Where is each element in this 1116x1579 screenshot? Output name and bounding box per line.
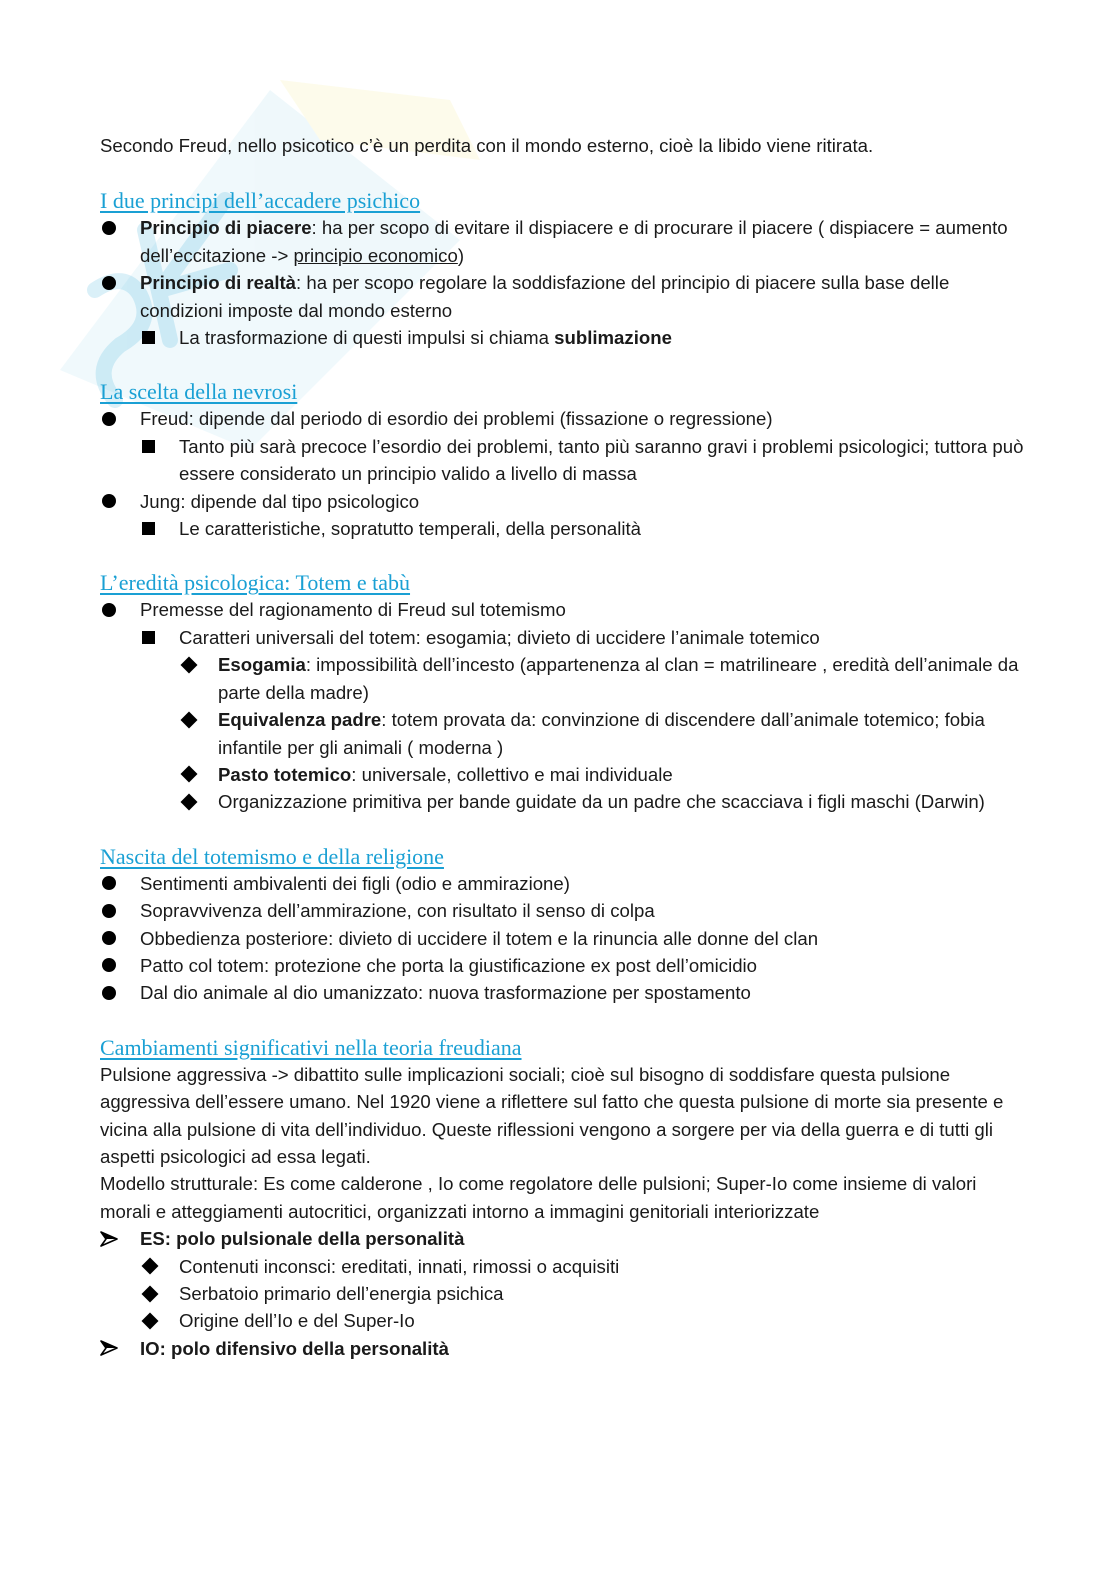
bullet-diamond-icon: [140, 1253, 156, 1280]
religione-list: [100, 870, 1030, 1007]
bullet-diamond-icon: [179, 706, 195, 733]
list-item: Pasto totemico: universale, collettivo e mai individuale: [100, 761, 1030, 788]
nevrosi-list: [100, 405, 1030, 542]
list-item: Principio di piacere: ha per scopo di evitare il dispiacere e di procurare il piacere ( dispiacere = aumento dell’eccitazione -> principio economico): [100, 214, 1030, 269]
principi-list: [100, 214, 1030, 351]
bullet-diamond-icon: [179, 761, 195, 788]
list-item: Jung: dipende dal tipo psicologico: [100, 488, 1030, 515]
list-item: Sopravvivenza dell’ammirazione, con risultato il senso di colpa: [100, 897, 1030, 924]
paragraph-pulsione: Pulsione aggressiva -> dibattito sulle implicazioni sociali; cioè sul bisogno di soddisfare questa pulsione aggressiva dell’essere umano. Nel 1920 viene a riflettere sul fatto che questa pulsione di morte sia presente e vicina alla pulsione di vita dell’individuo. Queste riflessioni vengono a sorgere per via della guerra e di tutti gli aspetti psicologici ad essa legati.: [100, 1063, 1004, 1167]
paragraph-modello: Modello strutturale: Es come calderone , Io come regolatore delle pulsioni; Super-Io come insieme di valori morali e atteggiamenti autocritici, organizzati intorno a immagini genitoriali interiorizzate: [100, 1173, 977, 1222]
bullet-square-icon: [140, 624, 155, 651]
list-item: Origine dell’Io e del Super-Io: [100, 1307, 1030, 1334]
list-item: Tanto più sarà precoce l’esordio dei problemi, tanto più saranno gravi i problemi psicologici; tuttora può essere considerato un principio valido a livello di massa: [100, 433, 1030, 488]
bullet-diamond-icon: [140, 1307, 156, 1334]
bullet-circle-icon: [100, 952, 116, 979]
totem-list: [100, 596, 1030, 815]
list-item: Premesse del ragionamento di Freud sul totemismo: [100, 596, 1030, 623]
section-title-cambiamenti: Cambiamenti significativi nella teoria freudiana: [100, 1034, 522, 1060]
list-item: Organizzazione primitiva per bande guidate da un padre che scacciava i figli maschi (Darwin): [100, 788, 1030, 815]
list-item: Serbatoio primario dell’energia psichica: [100, 1280, 1030, 1307]
underlined-term: principio economico: [293, 244, 458, 266]
section-title-totem: L’eredità psicologica: Totem e tabù: [100, 570, 411, 596]
list-item: ES: polo pulsionale della personalità: [100, 1225, 1030, 1252]
list-item: La trasformazione di questi impulsi si chiama sublimazione: [100, 324, 1030, 351]
bullet-square-icon: [140, 324, 155, 351]
list-item: Principio di realtà: ha per scopo regolare la soddisfazione del principio di piacere sulla base delle condizioni imposte dal mondo esterno: [100, 269, 1030, 324]
list-item: Dal dio animale al dio umanizzato: nuova trasformazione per spostamento: [100, 979, 1030, 1006]
bullet-circle-icon: [100, 405, 116, 432]
list-item: Patto col totem: protezione che porta la giustificazione ex post dell’omicidio: [100, 952, 1030, 979]
bullet-circle-icon: [100, 897, 116, 924]
list-item: Freud: dipende dal periodo di esordio dei problemi (fissazione o regressione): [100, 405, 1030, 432]
list-item: Equivalenza padre: totem provata da: convinzione di discendere dall’animale totemico; fobia infantile per gli animali ( moderna ): [100, 706, 1030, 761]
section-title-religione: Nascita del totemismo e della religione: [100, 843, 444, 869]
bullet-circle-icon: [100, 488, 116, 515]
section-title-nevrosi: La scelta della nevrosi: [100, 379, 298, 405]
bullet-circle-icon: [100, 214, 116, 241]
bullet-diamond-icon: [179, 788, 195, 815]
bullet-circle-icon: [100, 870, 116, 897]
list-item: Obbedienza posteriore: divieto di uccidere il totem e la rinuncia alle donne del clan: [100, 925, 1030, 952]
modello-list: [100, 1225, 1030, 1362]
bullet-circle-icon: [100, 925, 116, 952]
bullet-square-icon: [140, 515, 155, 542]
bullet-arrow-icon: [100, 1225, 118, 1252]
bullet-arrow-icon: [100, 1335, 118, 1362]
bullet-circle-icon: [100, 979, 116, 1006]
list-item: Esogamia: impossibilità dell’incesto (appartenenza al clan = matrilineare , eredità dell’animale da parte della madre): [100, 651, 1030, 706]
bullet-diamond-icon: [140, 1280, 156, 1307]
bullet-circle-icon: [100, 596, 116, 623]
list-item: Contenuti inconsci: ereditati, innati, rimossi o acquisiti: [100, 1253, 1030, 1280]
list-item: IO: polo difensivo della personalità: [100, 1335, 1030, 1362]
list-item: Caratteri universali del totem: esogamia; divieto di uccidere l’animale totemico: [100, 624, 1030, 651]
bullet-circle-icon: [100, 269, 116, 296]
section-title-principi: I due principi dell’accadere psichico: [100, 188, 421, 214]
document-body: [100, 132, 1030, 1362]
list-item: Sentimenti ambivalenti dei figli (odio e ammirazione): [100, 870, 1030, 897]
list-item: Le caratteristiche, sopratutto temperali, della personalità: [100, 515, 1030, 542]
bullet-square-icon: [140, 433, 155, 460]
bullet-diamond-icon: [179, 651, 195, 678]
intro-paragraph: Secondo Freud, nello psicotico c’è un perdita con il mondo esterno, cioè la libido viene ritirata.: [100, 135, 874, 156]
